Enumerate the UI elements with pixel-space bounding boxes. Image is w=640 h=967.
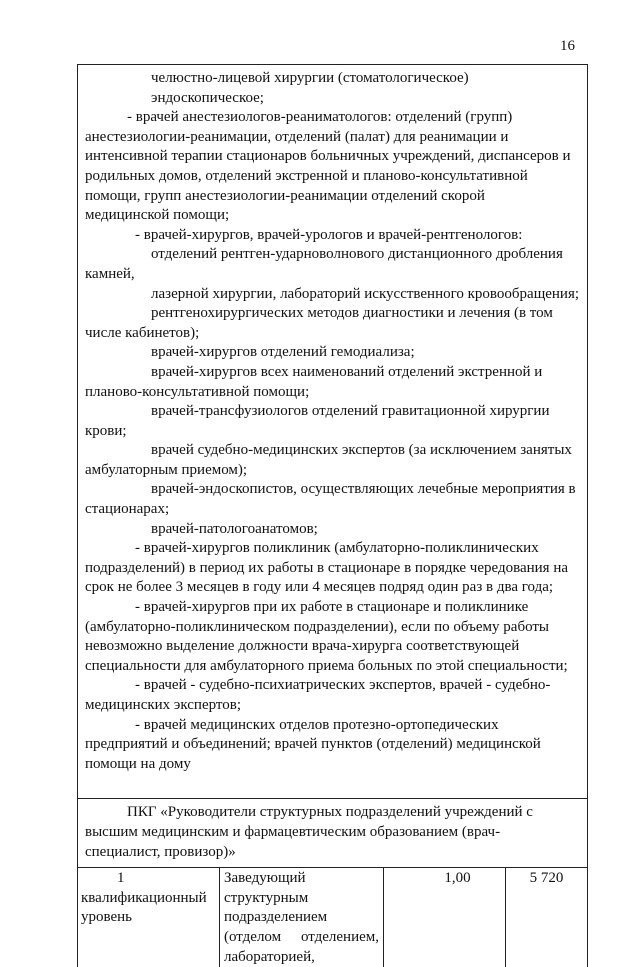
positions-list bbox=[78, 65, 587, 798]
text-line: числе кабинетов); bbox=[85, 324, 200, 341]
text-line: подразделений) в период их работы в стационаре в порядке чередования на bbox=[85, 559, 569, 576]
text-line: подразделением bbox=[224, 909, 328, 926]
text-line: специальности для амбулаторного приема больных по этой специальности; bbox=[85, 657, 568, 674]
text-line: помощи, групп анестезиологии-реанимации отделений скорой bbox=[85, 187, 485, 204]
text-line: высшим медицинским и фармацевтическим образованием (врач- bbox=[85, 823, 501, 840]
document-table bbox=[77, 64, 588, 967]
qualification-level-cell bbox=[78, 868, 220, 967]
text-line: квалификационный bbox=[81, 889, 207, 906]
text-line: (амбулаторно-поликлиническом подразделении), если по объему работы bbox=[85, 618, 550, 635]
text-line: (отделом отделением, bbox=[224, 928, 379, 945]
text-line: врачей-эндоскопистов, осуществляющих лечебные мероприятия в bbox=[151, 481, 576, 498]
text-line: отделений рентген-ударноволнового дистанционного дробления bbox=[151, 246, 563, 263]
text-line: стационарах; bbox=[85, 501, 170, 518]
text-line: челюстно-лицевой хирургии (стоматологическое) bbox=[151, 70, 469, 86]
pkg-heading bbox=[78, 798, 587, 867]
text-line: анестезиологии-реанимации, отделений (палат) для реанимации и bbox=[85, 128, 509, 145]
text-line: врачей судебно-медицинских экспертов (за исключением занятых bbox=[151, 442, 572, 459]
text-line: амбулаторным приемом); bbox=[85, 461, 248, 478]
text-line: врачей-трансфузиологов отделений гравитационной хирургии bbox=[151, 403, 550, 420]
text-line: медицинской помощи; bbox=[85, 207, 230, 224]
text-line: эндоскопическое; bbox=[151, 89, 264, 106]
text-line: крови; bbox=[85, 422, 127, 439]
text-line: камней, bbox=[85, 265, 135, 282]
text-line: интенсивной терапии стационаров больничных учреждений, диспансеров и bbox=[85, 148, 571, 165]
text-line: невозможно выделение должности врача-хирурга соответствующей bbox=[85, 638, 520, 655]
text-line: врачей-хирургов отделений гемодиализа; bbox=[151, 344, 415, 361]
text-line: родильных домов, отделений экстренной и планово-консультативной bbox=[85, 167, 528, 184]
text-line: лазерной хирургии, лабораторий искусственного кровообращения; bbox=[151, 285, 580, 302]
coefficient-cell: 1,00 bbox=[384, 868, 506, 967]
text-line: - врачей анестезиологов-реаниматологов: отделений (групп) bbox=[127, 109, 513, 126]
text-line: врачей-хирургов всех наименований отделений экстренной и bbox=[151, 363, 543, 380]
text-line: - врачей-хирургов при их работе в стационаре и поликлинике bbox=[135, 599, 529, 616]
text-line: - врачей - судебно-психиатрических экспертов, врачей - судебно- bbox=[135, 677, 551, 694]
text-line: - врачей-хирургов поликлиник (амбулаторно-поликлинических bbox=[135, 540, 539, 557]
salary-cell: 5 720 bbox=[506, 868, 588, 967]
text-line: - врачей медицинских отделов протезно-ортопедических bbox=[135, 716, 499, 733]
text-line: рентгенохирургических методов диагностики и лечения (в том bbox=[151, 305, 553, 322]
text-line: уровень bbox=[81, 909, 133, 926]
text-line: предприятий и объединений; врачей пунктов (отделений) медицинской bbox=[85, 736, 541, 753]
text-line: медицинских экспертов; bbox=[85, 697, 242, 713]
text-line: лабораторией, bbox=[224, 948, 315, 965]
level-number: 1 bbox=[117, 870, 125, 887]
text-line: структурным bbox=[224, 889, 309, 906]
text-line: помощи на дому bbox=[85, 755, 191, 772]
page-number: 16 bbox=[560, 38, 575, 54]
position-title-cell bbox=[220, 868, 384, 967]
text-line: планово-консультативной помощи; bbox=[85, 383, 310, 400]
text-line: специалист, провизор)» bbox=[85, 843, 236, 860]
table-row bbox=[78, 868, 587, 967]
salary-table bbox=[78, 867, 587, 967]
text-line: ПКГ «Руководители структурных подразделений учреждений с bbox=[127, 804, 533, 821]
text-line: врачей-патологоанатомов; bbox=[151, 520, 318, 537]
text-line: - врачей-хирургов, врачей-урологов и врачей-рентгенологов: bbox=[135, 226, 523, 243]
text-line: срок не более 3 месяцев в году или 4 месяцев подряд один раз в два года; bbox=[85, 579, 554, 596]
blank-space bbox=[85, 774, 580, 792]
text-line: Заведующий bbox=[224, 870, 306, 887]
